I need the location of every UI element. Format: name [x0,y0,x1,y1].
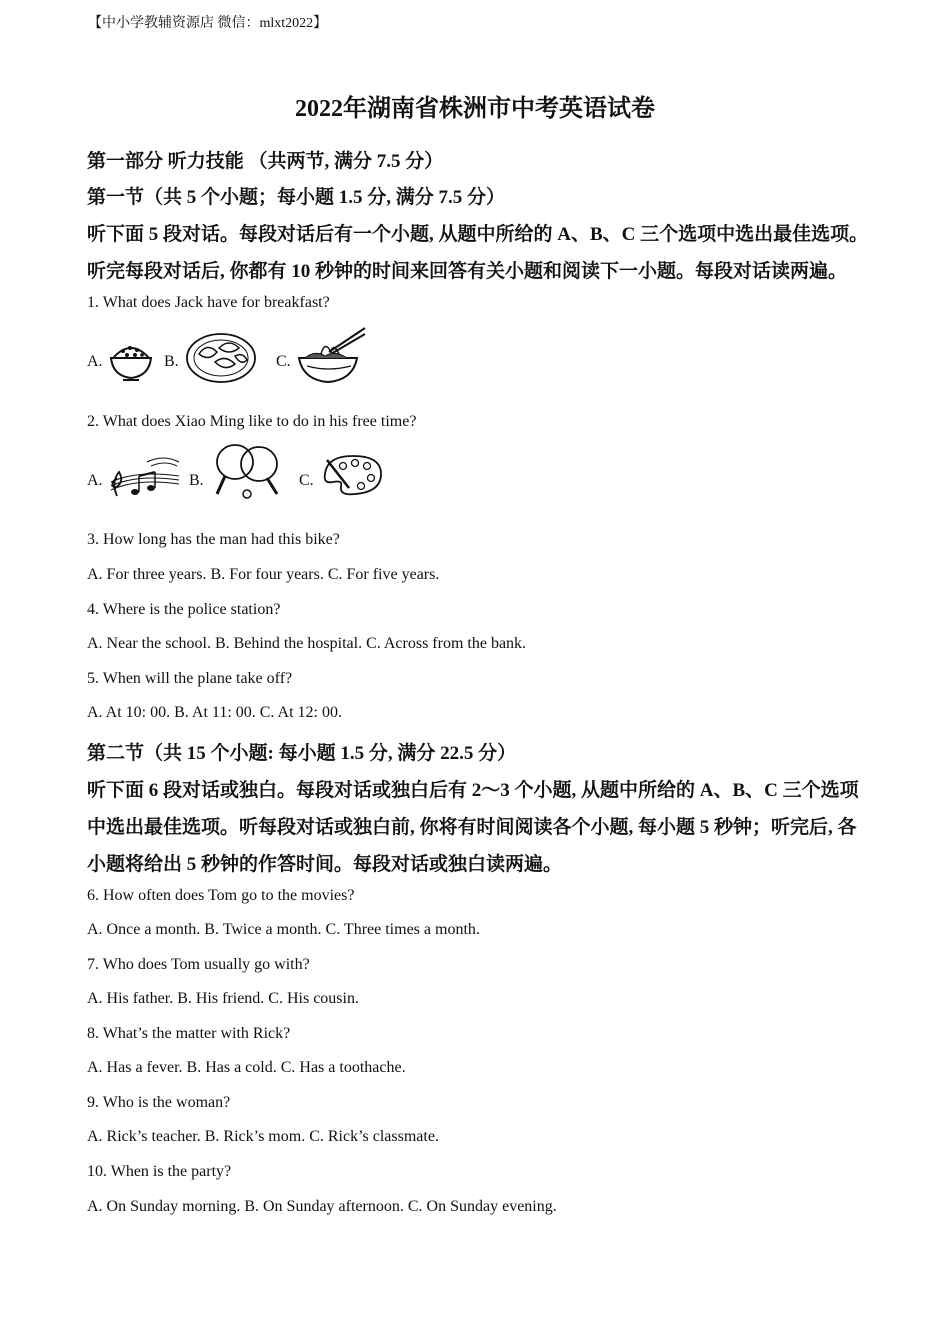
question-10: 10. When is the party? [87,1163,232,1180]
section2-instructions-2: 中选出最佳选项。听每段对话或独白前, 你将有时间阅读各个小题, 每小题 5 秒钟；听完后, 各 [87,817,857,838]
option-b-label: B. [164,353,179,370]
ping-pong-paddles-icon [211,442,287,502]
question-6: 6. How often does Tom go to the movies? [87,887,355,904]
question-4: 4. Where is the police station? [87,601,281,618]
section1-heading: 第一节（共 5 个小题；每小题 1.5 分, 满分 7.5 分） [87,187,506,208]
question-3-options: A. For three years. B. For four years. C. For five years. [87,566,440,583]
question-2-options [87,440,407,510]
section2-instructions-3: 小题将给出 5 秒钟的作答时间。每段对话或独白读两遍。 [87,854,563,875]
option-a-label: A. [87,472,103,489]
question-8: 8. What’s the matter with Rick? [87,1025,291,1042]
rice-bowl-icon [107,336,155,382]
section2-heading: 第二节（共 15 个小题: 每小题 1.5 分, 满分 22.5 分） [87,743,517,764]
question-10-options: A. On Sunday morning. B. On Sunday afternoon. C. On Sunday evening. [87,1198,557,1215]
part1-heading: 第一部分 听力技能 （共两节, 满分 7.5 分） [87,151,444,172]
dumplings-plate-icon [185,330,257,386]
question-7-options: A. His father. B. His friend. C. His cousin. [87,990,359,1007]
page-header: 【中小学教辅资源店 微信：mlxt2022】 [88,16,328,31]
question-2: 2. What does Xiao Ming like to do in his free time? [87,413,417,430]
paint-palette-icon [319,452,385,498]
question-9: 9. Who is the woman? [87,1094,231,1111]
section1-instructions-2: 听完每段对话后, 你都有 10 秒钟的时间来回答有关小题和阅读下一小题。每段对话读两遍。 [87,261,848,282]
page-title: 2022年湖南省株洲市中考英语试卷 [295,96,655,122]
question-6-options: A. Once a month. B. Twice a month. C. Three times a month. [87,921,480,938]
section1-instructions-1: 听下面 5 段对话。每段对话后有一个小题, 从题中所给的 A、B、C 三个选项中选出最佳选项。 [87,224,869,245]
question-4-options: A. Near the school. B. Behind the hospital. C. Across from the bank. [87,635,527,652]
noodles-bowl-icon [295,324,367,386]
question-9-options: A. Rick’s teacher. B. Rick’s mom. C. Rick’s classmate. [87,1128,439,1145]
question-5-options: A. At 10: 00. B. At 11: 00. C. At 12: 00. [87,704,342,721]
question-8-options: A. Has a fever. B. Has a cold. C. Has a toothache. [87,1059,406,1076]
question-5: 5. When will the plane take off? [87,670,293,687]
question-7: 7. Who does Tom usually go with? [87,956,310,973]
section2-instructions-1: 听下面 6 段对话或独白。每段对话或独白后有 2～3 个小题, 从题中所给的 A、B、C 三个选项 [87,780,859,801]
option-a-label: A. [87,353,103,370]
option-c-label: C. [276,353,291,370]
question-1-options [87,322,387,392]
option-b-label: B. [189,472,204,489]
option-c-label: C. [299,472,314,489]
music-notes-icon [107,452,183,502]
question-1: 1. What does Jack have for breakfast? [87,294,330,311]
question-3: 3. How long has the man had this bike? [87,531,340,548]
